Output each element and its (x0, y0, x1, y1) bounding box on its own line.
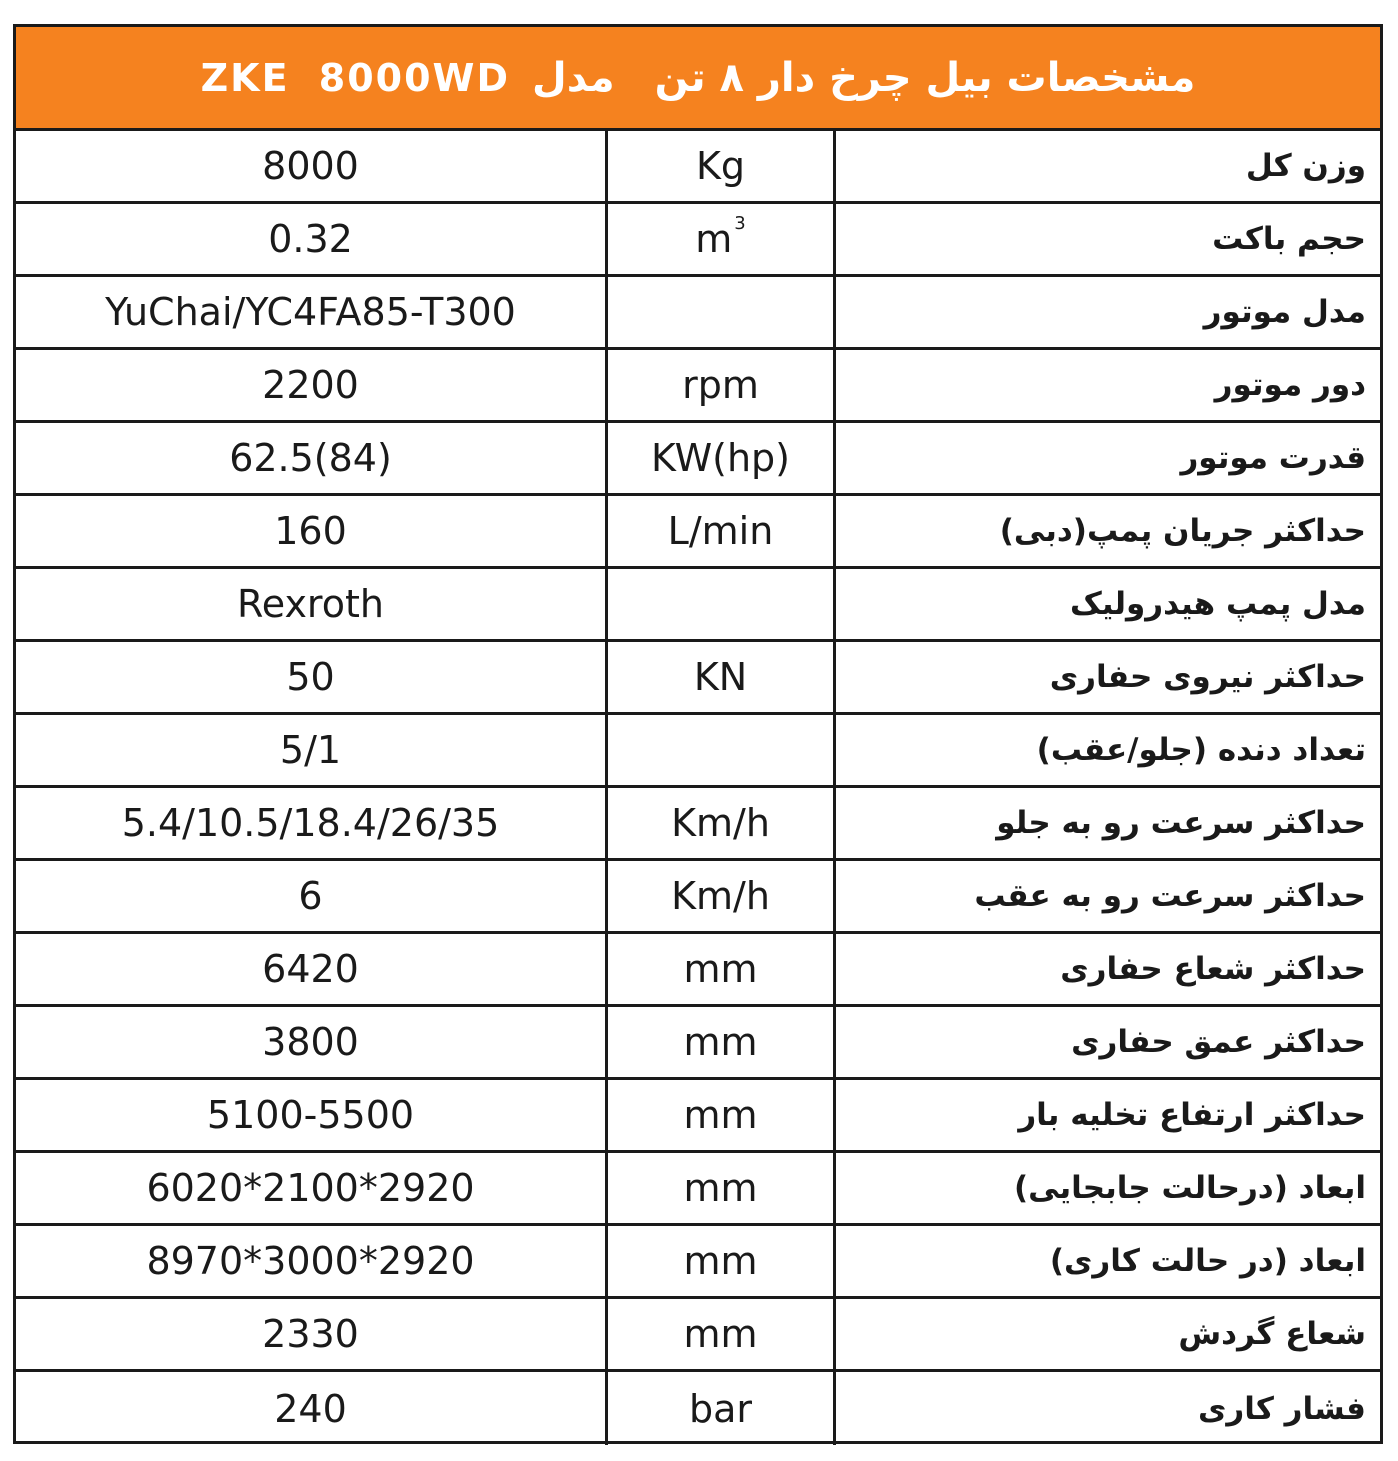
spec-label: حداکثر سرعت رو به عقب (974, 878, 1366, 914)
spec-unit-text: mm (683, 1166, 758, 1210)
spec-unit-text: mm (683, 1312, 758, 1356)
spec-row (16, 642, 1380, 715)
spec-row (16, 1007, 1380, 1080)
spec-row (16, 1153, 1380, 1226)
spec-unit (608, 569, 836, 639)
spec-unit (608, 350, 836, 420)
spec-label: فشار کاری (1197, 1390, 1366, 1427)
spec-unit (608, 1372, 836, 1445)
spec-value: 2200 (16, 350, 608, 420)
spec-unit-text: L/min (667, 509, 774, 553)
spec-unit-text: Km/h (671, 874, 770, 918)
spec-value: 5100-5500 (16, 1080, 608, 1150)
spec-value: 3800 (16, 1007, 608, 1077)
spec-unit-text: m (695, 217, 733, 261)
spec-unit-text: KW(hp) (651, 436, 790, 480)
spec-label: وزن کل (1245, 148, 1366, 184)
spec-unit (608, 715, 836, 785)
spec-unit-text: Km/h (671, 801, 770, 845)
spec-label: دور موتور (1214, 367, 1366, 403)
spec-value: 50 (16, 642, 608, 712)
spec-row (16, 861, 1380, 934)
spec-unit-text: mm (683, 1093, 758, 1137)
spec-label: مدل پمپ هیدرولیک (1069, 586, 1366, 622)
spec-row (16, 569, 1380, 642)
spec-unit (608, 204, 836, 274)
spec-unit (608, 496, 836, 566)
spec-unit (608, 861, 836, 931)
spec-row (16, 131, 1380, 204)
spec-row (16, 496, 1380, 569)
spec-value: 160 (16, 496, 608, 566)
model-label: مدل (532, 54, 615, 101)
spec-label: قدرت موتور (1180, 440, 1366, 476)
spec-unit (608, 788, 836, 858)
spec-unit-text: rpm (682, 363, 759, 407)
spec-unit-text: KN (693, 655, 748, 699)
spec-unit-superscript: 3 (734, 212, 746, 234)
spec-unit (608, 1153, 836, 1223)
spec-value: 8970*3000*2920 (16, 1226, 608, 1296)
spec-unit (608, 423, 836, 493)
spec-label: مدل موتور (1203, 294, 1366, 330)
spec-label: حداکثر ارتفاع تخلیه بار (1018, 1097, 1366, 1133)
spec-unit (608, 1007, 836, 1077)
table-title: مشخصات بیل چرخ دار ۸ تن (654, 54, 1196, 101)
spec-unit-text: mm (683, 947, 758, 991)
spec-value: 5/1 (16, 715, 608, 785)
spec-label: ابعاد (در حالت کاری) (1049, 1243, 1366, 1279)
model-code: ZKE 8000WD (200, 55, 510, 100)
table-header (16, 27, 1380, 131)
spec-sheet (13, 24, 1383, 1444)
spec-row (16, 350, 1380, 423)
spec-label: حداکثر نیروی حفاری (1049, 659, 1366, 695)
spec-row (16, 1226, 1380, 1299)
spec-unit-text: mm (683, 1239, 758, 1283)
spec-label: شعاع گردش (1178, 1316, 1366, 1352)
spec-value: 6 (16, 861, 608, 931)
spec-label: حجم باکت (1212, 221, 1366, 257)
spec-value: 240 (16, 1372, 608, 1445)
spec-unit (608, 277, 836, 347)
spec-unit-text: bar (688, 1386, 753, 1431)
spec-value: 6020*2100*2920 (16, 1153, 608, 1223)
spec-row (16, 715, 1380, 788)
spec-unit (608, 1080, 836, 1150)
spec-label: حداکثر جریان پمپ(دبی) (999, 513, 1366, 549)
spec-value: Rexroth (16, 569, 608, 639)
spec-unit (608, 934, 836, 1004)
spec-row (16, 1372, 1380, 1445)
spec-row (16, 934, 1380, 1007)
spec-value: 8000 (16, 131, 608, 201)
spec-row (16, 1080, 1380, 1153)
spec-value: 6420 (16, 934, 608, 1004)
spec-value: 2330 (16, 1299, 608, 1369)
spec-row (16, 204, 1380, 277)
spec-unit (608, 1226, 836, 1296)
spec-label: حداکثر شعاع حفاری (1060, 951, 1366, 987)
spec-row (16, 788, 1380, 861)
spec-label: حداکثر عمق حفاری (1071, 1024, 1366, 1060)
spec-value: 62.5(84) (16, 423, 608, 493)
spec-label: تعداد دنده (جلو/عقب) (1036, 732, 1366, 768)
spec-label: حداکثر سرعت رو به جلو (996, 805, 1366, 841)
spec-value: 0.32 (16, 204, 608, 274)
spec-row (16, 277, 1380, 350)
spec-unit-text: Kg (695, 144, 746, 188)
spec-unit (608, 1299, 836, 1369)
spec-row (16, 1299, 1380, 1372)
spec-unit-text: mm (683, 1020, 758, 1064)
spec-unit (608, 131, 836, 201)
spec-value: 5.4/10.5/18.4/26/35 (16, 788, 608, 858)
spec-unit (608, 642, 836, 712)
spec-label: ابعاد (درحالت جابجایی) (1013, 1170, 1366, 1206)
spec-value: YuChai/YC4FA85-T300 (16, 277, 608, 347)
spec-row (16, 423, 1380, 496)
